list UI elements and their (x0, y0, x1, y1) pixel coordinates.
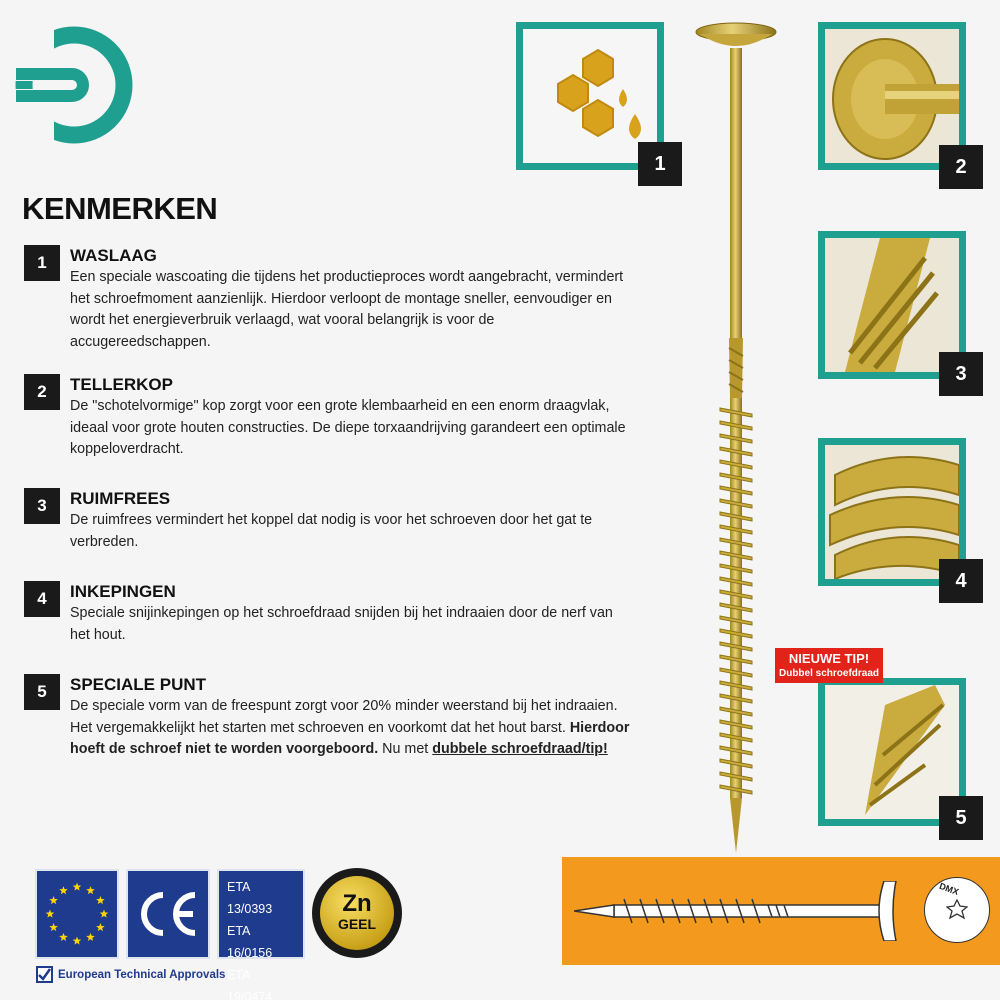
checkbox-check-icon (36, 966, 53, 983)
feature-title: RUIMFREES (70, 489, 171, 508)
product-banner (562, 857, 1000, 965)
feature-number: 4 (24, 581, 60, 617)
feature-title: WASLAAG (70, 246, 157, 265)
brand-logo-icon (14, 25, 134, 145)
eu-star (96, 923, 105, 931)
feature-number: 3 (24, 488, 60, 524)
ce-mark-icon (135, 889, 201, 939)
detail-number: 4 (939, 559, 983, 603)
screw-head-top-view (924, 877, 990, 943)
eta-item: ETA 16/0156 (227, 924, 273, 960)
eu-star (96, 896, 105, 904)
feature-description (70, 696, 630, 761)
eu-star (59, 886, 68, 894)
eta-list (217, 869, 305, 1000)
feature-title: INKEPINGEN (70, 582, 176, 601)
detail-number: 5 (939, 796, 983, 840)
double-thread-link[interactable]: dubbele schroefdraad/tip! (432, 741, 608, 757)
detail-number: 1 (638, 142, 682, 186)
badge-subtitle: Dubbel schroefdraad (778, 668, 880, 679)
feature-number: 2 (24, 374, 60, 410)
ce-mark (126, 869, 210, 959)
feature-title: TELLERKOP (70, 375, 173, 394)
eu-star (86, 933, 95, 941)
feature-description: De ruimfrees vermindert het koppel dat nodig is voor het schroeven door het gat te verbreden. (70, 512, 593, 550)
feature-number: 1 (24, 245, 60, 281)
desc-text: De speciale vorm van de freespunt zorgt voor 20% minder weerstand bij het indraaien. Het vergemakkelijkt het starten met schroeven en voorkomt dat het hout barst. (70, 698, 618, 736)
torx-icon (946, 899, 968, 921)
zinc-yellow-badge (312, 868, 402, 958)
eu-star (73, 883, 82, 891)
horizontal-screw-drawing (574, 881, 914, 941)
screw-head-closeup-icon (825, 29, 959, 163)
detail-number: 2 (939, 145, 983, 189)
approvals-label: European Technical Approvals (58, 968, 226, 981)
eu-star (73, 937, 82, 945)
feature-number: 5 (24, 674, 60, 710)
feature-description: Speciale snijinkepingen op het schroefdraad snijden bij het indraaien door de nerf van het hout. (70, 605, 613, 643)
desc-bold-text: Hierdoor hoeft de schroef niet te worden voorgeboord. (70, 719, 630, 757)
eu-star (86, 886, 95, 894)
feature-title: SPECIALE PUNT (70, 675, 207, 694)
page-title: KENMERKEN (22, 191, 218, 226)
honey-drops-icon (523, 29, 657, 163)
badge-title: NIEUWE TIP! (788, 651, 870, 666)
eu-star (49, 896, 58, 904)
zn-label: Zn (342, 890, 372, 917)
eta-item: ETA 13/0393 (227, 880, 273, 916)
eu-star (100, 910, 109, 918)
head-stamp: DMX (937, 880, 961, 898)
eu-stars-icon (37, 871, 117, 957)
screw-image (690, 18, 790, 858)
eu-star (49, 923, 58, 931)
geel-label: GEEL (337, 916, 377, 932)
feature-description: Een speciale wascoating die tijdens het productieproces wordt aangebracht, vermindert het schroefmoment aanzienlijk. Hierdoor verloopt de montage sneller, eenvoudiger en wordt het energieverbruik verlaagd, wat vooral belangrijk is voor de accugereedschappen. (70, 269, 624, 350)
feature-description: De "schotelvormige" kop zorgt voor een grote klembaarheid en een enorm draagvlak, ideaal voor grote houten constructies. De diepe torxaandrijving garandeert een optimale koppeloverdracht. (70, 398, 626, 457)
detail-number: 3 (939, 352, 983, 396)
eu-star (59, 933, 68, 941)
eta-approvals (36, 966, 225, 983)
eta-item: ETA 19/0474 (227, 968, 273, 1000)
eu-star (46, 910, 55, 918)
eu-flag (35, 869, 119, 959)
new-tip-badge (775, 648, 883, 683)
desc-text: Nu met (378, 741, 433, 757)
